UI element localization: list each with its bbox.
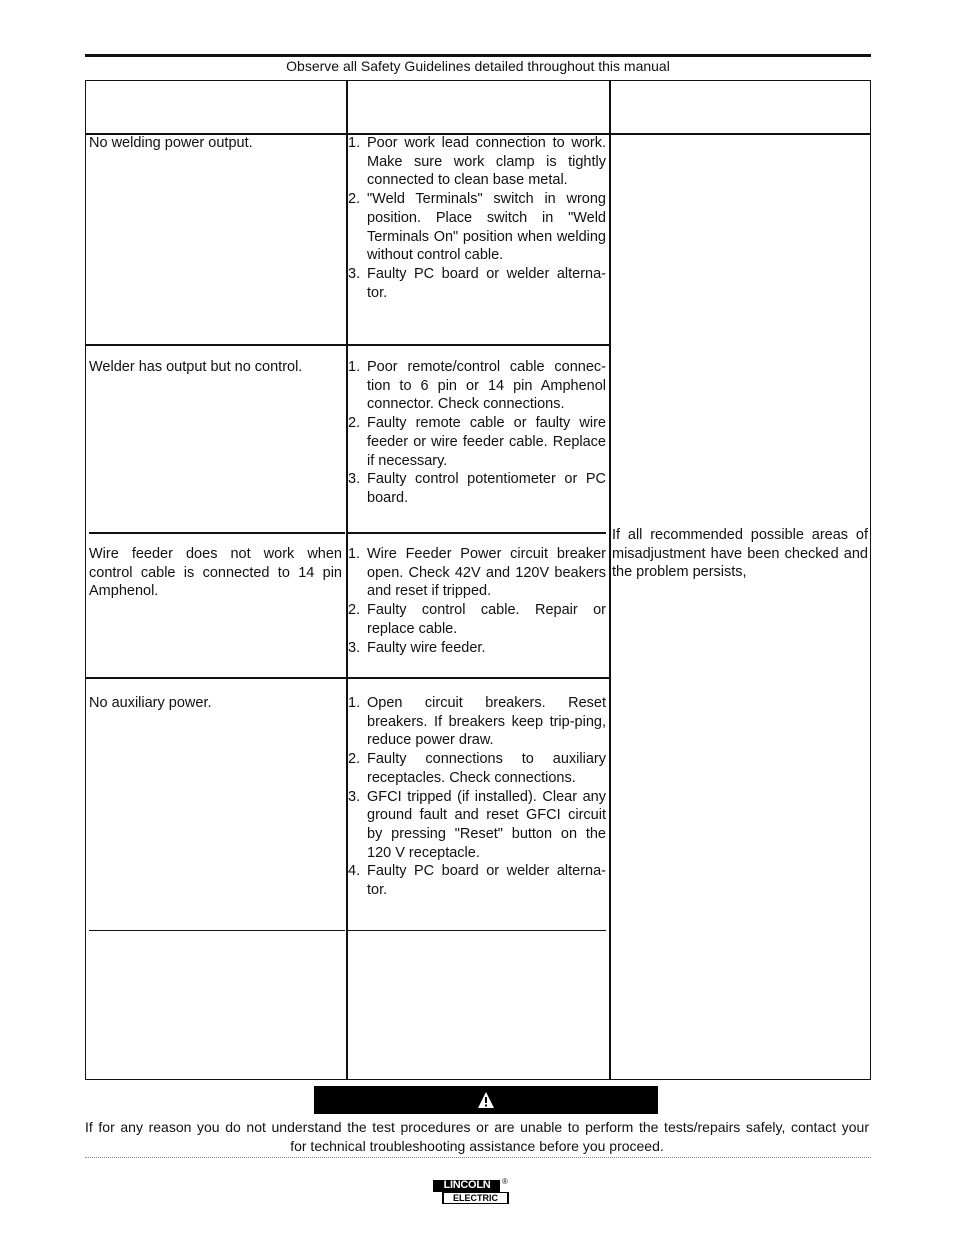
causes-cell: [348, 134, 606, 302]
row-rule: [348, 532, 606, 534]
cause-item: 1. Open circuit breakers. Reset breakers. If breakers keep trip-ping, reduce power draw.: [348, 695, 606, 749]
caution-banner: [314, 1086, 658, 1114]
cause-item: 1. Poor remote/control cable connec-tion to 6 pin or 14 pin Amphenol connector. Check connections.: [348, 359, 606, 413]
causes-cell: [348, 358, 606, 508]
footer-dotted-rule: [85, 1157, 871, 1158]
cause-item: 4. Faulty PC board or welder alterna-tor.: [348, 863, 606, 899]
symptom-cell: Wire feeder does not work when control cable is connected to 14 pin Amphenol.: [89, 546, 342, 600]
row-rule: [348, 930, 606, 931]
cause-item: 2. "Weld Terminals" switch in wrong position. Place switch in "Weld Terminals On" position when welding without control cable.: [348, 191, 606, 264]
cause-item: 3. GFCI tripped (if installed). Clear any ground fault and reset GFCI circuit by pressing "Reset" button on the 120 V receptacle.: [348, 788, 606, 861]
symptom-cell: No welding power output.: [89, 135, 253, 151]
warning-line-1: If for any reason you do not understand the test procedures or are unable to perform the tests/repairs safely, contact your: [85, 1119, 869, 1135]
causes-cell: [348, 545, 606, 657]
lincoln-electric-logo: LINCOLN ELECTRIC ®: [432, 1178, 510, 1206]
cause-item: 3. Faulty PC board or welder alterna-tor.: [348, 265, 606, 301]
causes-cell: [348, 694, 606, 900]
symptom-cell: No auxiliary power.: [89, 695, 212, 711]
cause-item: 3. Faulty control potentiometer or PC board.: [348, 471, 606, 506]
row-rule: [89, 532, 345, 534]
column-divider: [609, 81, 611, 1079]
symptom-cell: Welder has output but no control.: [89, 359, 303, 375]
row-rule: [86, 344, 609, 346]
warning-triangle-icon: [477, 1091, 495, 1109]
cause-item: 1. Wire Feeder Power circuit breaker open. Check 42V and 120V beakers and reset if tripped.: [348, 546, 606, 600]
warning-line-2: for technical troubleshooting assistance before you proceed.: [290, 1138, 664, 1154]
cause-item: 2. Faulty remote cable or faulty wire feeder or wire feeder cable. Replace if necessary.: [348, 415, 606, 469]
safety-note: Observe all Safety Guidelines detailed throughout this manual: [286, 58, 670, 74]
cause-item: 2. Faulty connections to auxiliary receptacles. Check connections.: [348, 751, 606, 786]
recommended-action-cell: If all recommended possible areas of misadjustment have been checked and the problem persists,: [612, 527, 868, 581]
cause-item: 2. Faulty control cable. Repair or replace cable.: [348, 602, 606, 637]
cause-item: 3. Faulty wire feeder.: [348, 639, 486, 656]
top-rule: [85, 54, 871, 57]
cause-item: 1. Poor work lead connection to work. Make sure work clamp is tightly connected to clean base metal.: [348, 135, 606, 189]
troubleshooting-table: [85, 80, 871, 1080]
row-rule: [86, 677, 609, 679]
row-rule: [89, 930, 345, 931]
technical-assistance-note: [85, 1118, 869, 1156]
